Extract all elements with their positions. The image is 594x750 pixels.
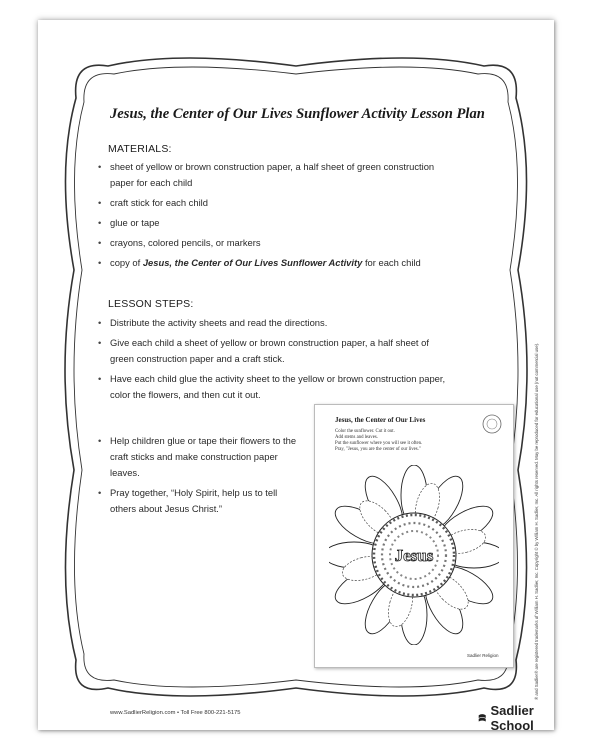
sunflower-illustration	[329, 465, 499, 645]
activity-name-emphasis: Jesus, the Center of Our Lives Sunflower Activity	[142, 257, 363, 268]
list-item: • Give each child a sheet of yellow or brown construction paper, a half sheet of green construction paper and a craft stick.	[98, 335, 448, 367]
list-item-prefix: copy of	[110, 257, 143, 268]
list-item: • glue or tape	[98, 215, 448, 231]
thumbnail-line: Pray, "Jesus, you are the center of our lives."	[335, 447, 421, 452]
list-item	[98, 255, 448, 271]
list-item: • Pray together, “Holy Spirit, help us to tell others about Jesus Christ.”	[98, 485, 303, 517]
activity-sheet-thumbnail	[314, 404, 514, 668]
list-item: • Have each child glue the activity sheet to the yellow or brown construction paper, color the flowers, and then cut it out.	[98, 371, 448, 403]
list-item: • Help children glue or tape their flowers to the craft sticks and make construction paper leaves.	[98, 433, 303, 481]
lesson-steps-heading: LESSON STEPS:	[108, 298, 194, 310]
copyright-notice: ® and Sadlier® are registered trademarks of William H. Sadlier, Inc. Copyright © by William H. Sadlier, Inc. All rights reserved. May be reproduced for educational use (not commercial use).	[534, 342, 539, 700]
materials-heading: MATERIALS:	[108, 143, 172, 155]
list-item: • Distribute the activity sheets and read the directions.	[98, 315, 448, 331]
sadlier-logo-icon	[478, 711, 486, 725]
thumbnail-directions	[335, 429, 422, 453]
footer-contact: www.SadlierReligion.com • Toll Free 800-221-5175	[110, 710, 241, 716]
brand-name: Sadlier School	[490, 703, 534, 733]
lesson-steps-list	[98, 315, 448, 407]
materials-list	[98, 159, 448, 275]
list-item: • crayons, colored pencils, or markers	[98, 235, 448, 251]
lesson-steps-list-continued	[98, 433, 303, 521]
list-item: • craft stick for each child	[98, 195, 448, 211]
thumbnail-brand: Sadlier Religion	[467, 653, 499, 658]
thumbnail-title: Jesus, the Center of Our Lives	[335, 416, 426, 424]
page-title: Jesus, the Center of Our Lives Sunflower Activity Lesson Plan	[110, 106, 485, 122]
thumbnail-line: Put the sunflower where you will see it often.	[335, 441, 423, 446]
list-item: • sheet of yellow or brown construction paper, a half sheet of green construction paper for each child	[98, 159, 448, 191]
thumbnail-center-word: Jesus	[394, 546, 434, 565]
list-item-suffix: for each child	[362, 257, 421, 268]
sadlier-school-logo	[478, 703, 554, 733]
badge-icon	[481, 413, 503, 435]
lesson-plan-sheet	[38, 20, 554, 733]
thumbnail-line: Add stems and leaves.	[335, 435, 378, 440]
thumbnail-line: Color the sunflower. Cut it out.	[335, 429, 395, 434]
